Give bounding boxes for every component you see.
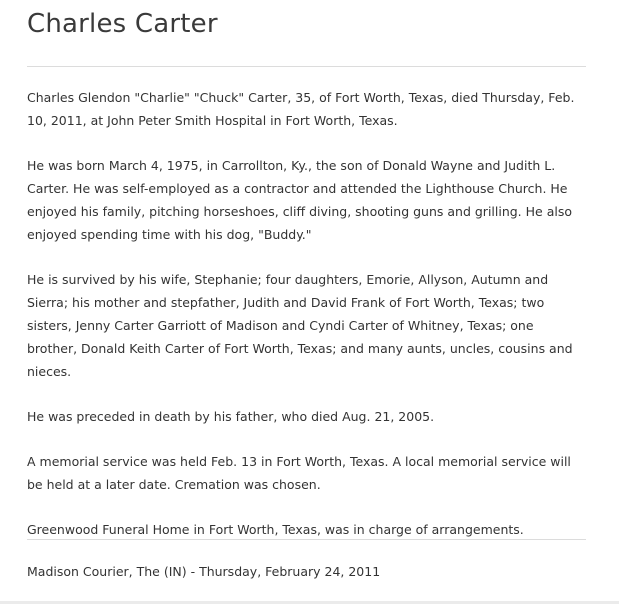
source-divider: [27, 539, 586, 540]
paragraph-services: A memorial service was held Feb. 13 in Fort Worth, Texas. A local memorial service will be held at a later date. Cremation was chosen.: [27, 454, 571, 492]
obituary-body: [27, 86, 587, 563]
page-title: Charles Carter: [27, 9, 218, 39]
paragraph-survivors: He is survived by his wife, Stephanie; four daughters, Emorie, Allyson, Autumn and Sierra; his mother and stepfather, Judith and David Frank of Fort Worth, Texas; two sisters, Jenny Carter Garriott of Madison and Cyndi Carter of Whitney, Texas; one brother, Donald Keith Carter of Fort Worth, Texas; and many aunts, uncles, cousins and nieces.: [27, 272, 573, 379]
paragraph-arrangements: Greenwood Funeral Home in Fort Worth, Texas, was in charge of arrangements.: [27, 522, 524, 537]
paragraph-death-notice: Charles Glendon "Charlie" "Chuck" Carter, 35, of Fort Worth, Texas, died Thursday, Feb. 10, 2011, at John Peter Smith Hospital in Fort Worth, Texas.: [27, 90, 575, 128]
title-divider: [27, 66, 586, 67]
paragraph-preceded: He was preceded in death by his father, who died Aug. 21, 2005.: [27, 409, 435, 424]
paragraph-biography: He was born March 4, 1975, in Carrollton, Ky., the son of Donald Wayne and Judith L. Carter. He was self-employed as a contractor and attended the Lighthouse Church. He enjoyed his family, pitching horseshoes, cliff diving, shooting guns and grilling. He also enjoyed spending time with his dog, "Buddy.": [27, 158, 572, 242]
source-line: Madison Courier, The (IN) - Thursday, February 24, 2011: [27, 564, 381, 579]
